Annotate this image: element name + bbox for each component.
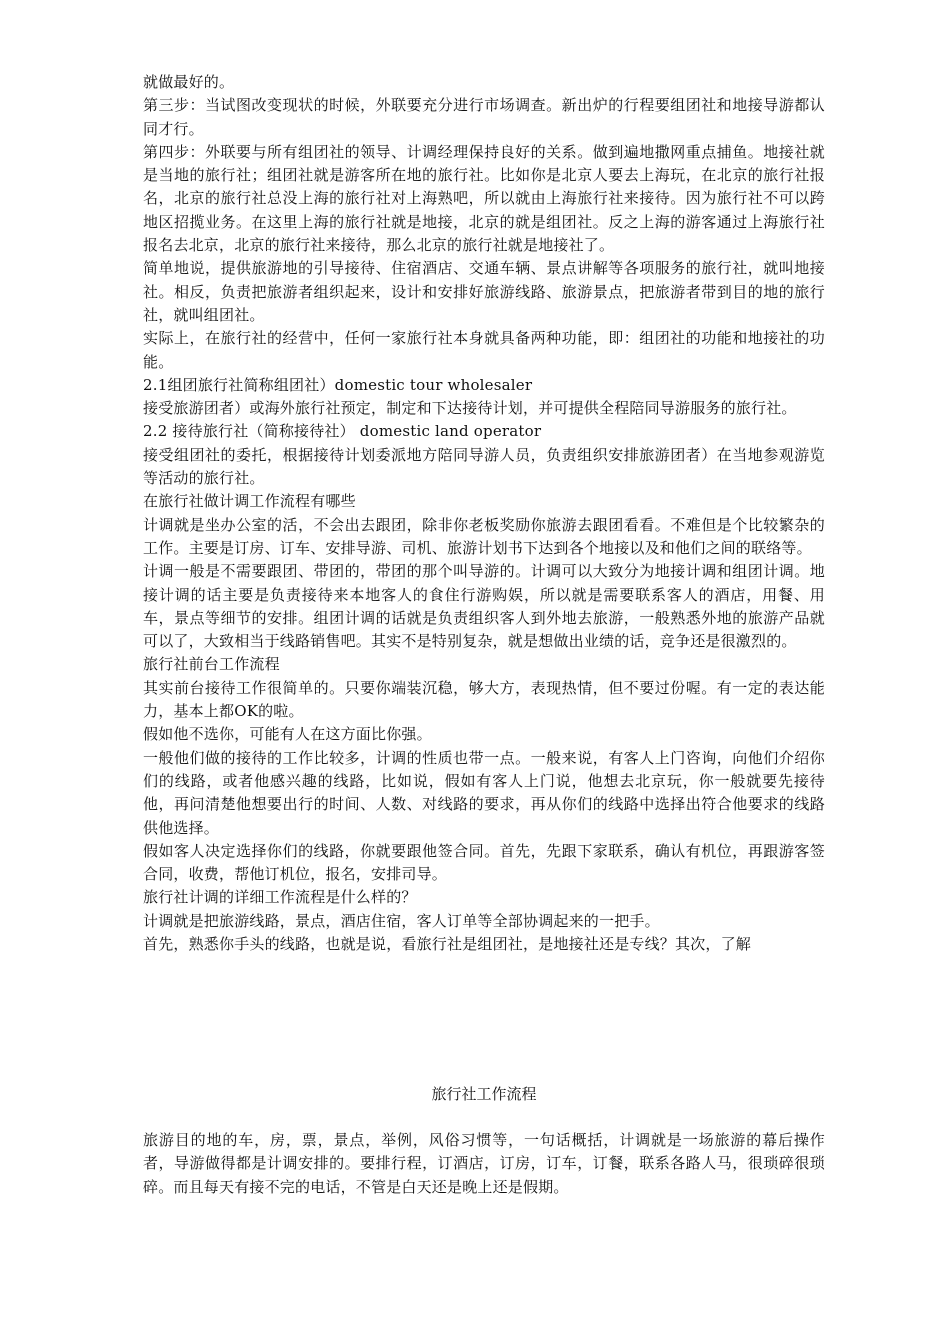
paragraph: 假如他不选你，可能有人在这方面比你强。: [143, 725, 432, 744]
paragraph: 接受组团社的委托，根据接待计划委派地方陪同导游人员，负责组织安排旅游团者）在当地参观游览等活动的旅行社。: [143, 445, 825, 488]
paragraph: 计调一般是不需要跟团、带团的，带团的那个叫导游的。计调可以大致分为地接计调和组团计调。地接计调的话主要是负责接待来本地客人的食住行游购娱，所以就是需要联系客人的酒店，用餐、用车，景点等细节的安排。组团计调的话就是负责组织客人到外地去旅游，一般熟悉外地的旅游产品就可以了，大致相当于线路销售吧。其实不是特别复杂，就是想做出业绩的话，竞争还是很激烈的。: [143, 562, 825, 651]
paragraph: 旅行社计调的详细工作流程是什么样的？: [143, 888, 417, 907]
paragraph: 第三步：当试图改变现状的时候，外联要充分进行市场调查。新出炉的行程要组团社和地接导游都认同才行。: [143, 96, 825, 138]
paragraph: 实际上，在旅行社的经营中，任何一家旅行社本身就具备两种功能，即：组团社的功能和地接社的功能。: [143, 329, 825, 371]
paragraph: 一般他们做的接待的工作比较多，计调的性质也带一点。一般来说，有客人上门咨询，向他们介绍你们的线路，或者他感兴趣的线路，比如说，假如有客人上门说，他想去北京玩，你一般就要先接待他，再问清楚他想要出行的时间、人数、对线路的要求，再从你们的线路中选择出符合他要求的线路供他选择。: [143, 748, 825, 837]
paragraph: 旅游目的地的车，房，票，景点，举例，风俗习惯等，一句话概括，计调就是一场旅游的幕后操作者，导游做得都是计调安排的。要排行程，订酒店，订房，订车，订餐，联系各路人马，很琐碎很琐碎。而且每天有接不完的电话，不管是白天还是晚上还是假期。: [143, 1131, 825, 1196]
paragraph: 其实前台接待工作很简单的。只要你端装沉稳，够大方，表现热情，但不要过份喔。有一定的表达能力，基本上都OK的啦。: [143, 678, 825, 721]
document-body: [143, 71, 825, 956]
continued-text: [143, 1129, 825, 1199]
page-footer-caption: 旅行社工作流程: [431, 1085, 537, 1103]
paragraph: 第四步：外联要与所有组团社的领导、计调经理保持良好的关系。做到遍地撒网重点捕鱼。地接社就是当地的旅行社；组团社就是游客所在地的旅行社。比如你是北京人要去上海玩，在北京的旅行社报名，北京的旅行社总没上海的旅行社对上海熟吧，所以就由上海旅行社来接待。因为旅行社不可以跨地区招揽业务。在这里上海的旅行社就是地接，北京的就是组团社。反之上海的游客通过上海旅行社报名去北京，北京的旅行社来接待，那么北京的旅行社就是地接社了。: [143, 142, 825, 255]
paragraph: 计调就是坐办公室的活，不会出去跟团，除非你老板奖励你旅游去跟团看看。不难但是个比较繁杂的工作。主要是订房、订车、安排导游、司机、旅游计划书下达到各个地接以及和他们之间的联络等。: [143, 515, 825, 557]
paragraph: 首先，熟悉你手头的线路，也就是说，看旅行社是组团社，是地接社还是专线？其次，了解: [143, 934, 752, 953]
paragraph: 计调就是把旅游线路，景点，酒店住宿，客人订单等全部协调起来的一把手。: [143, 911, 660, 930]
section-heading-2-2: 2.2 接待旅行社（简称接待社） domestic land operator: [143, 422, 542, 441]
section-heading-2-1: 2.1组团旅行社简称组团社）domestic tour wholesaler: [143, 375, 533, 394]
paragraph: 旅行社前台工作流程: [143, 655, 280, 674]
paragraph: 简单地说，提供旅游地的引导接待、住宿酒店、交通车辆、景点讲解等各项服务的旅行社，就叫地接社。相反，负责把旅游者组织起来，设计和安排好旅游线路、旅游景点，把旅游者带到目的地的旅行社，就叫组团社。: [143, 259, 825, 324]
paragraph: 假如客人决定选择你们的线路，你就要跟他签合同。首先，先跟下家联系，确认有机位，再跟游客签合同，收费，帮他订机位，报名，安排司导。: [143, 841, 825, 884]
paragraph: 就做最好的。: [143, 73, 235, 91]
paragraph: 在旅行社做计调工作流程有哪些: [143, 492, 356, 511]
paragraph: 接受旅游团者）或海外旅行社预定，制定和下达接待计划，并可提供全程陪同导游服务的旅行社。: [143, 399, 797, 418]
